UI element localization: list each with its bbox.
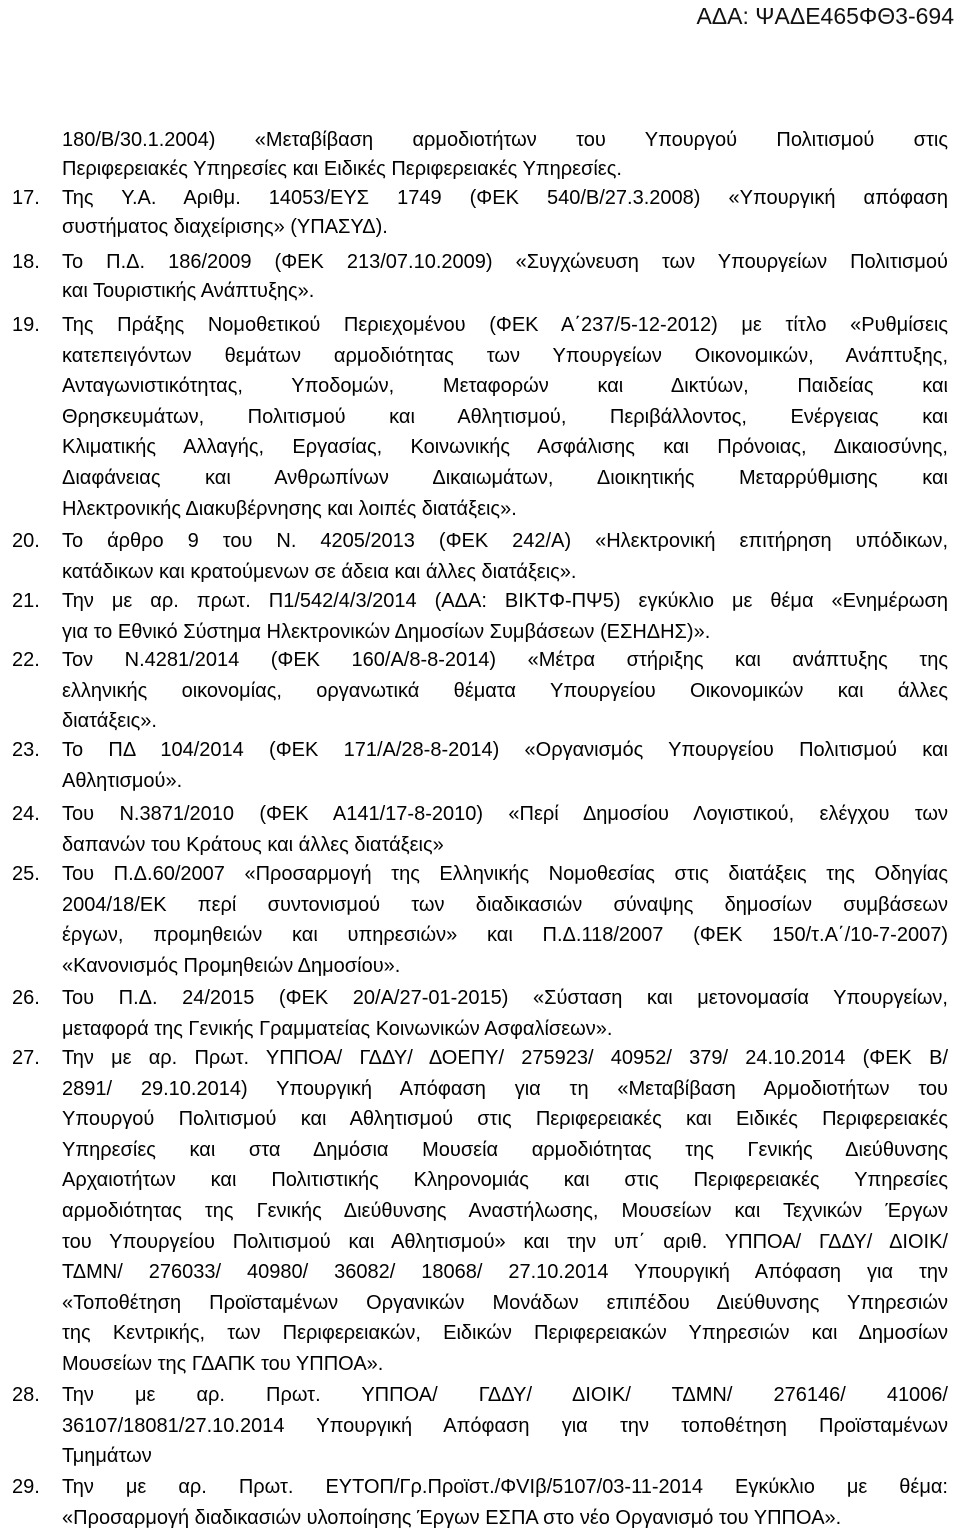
list-item [0,735,960,796]
item-line: Το άρθρο 9 του Ν. 4205/2013 (ΦΕΚ 242/Α) «Ηλεκτρονική επιτήρηση υπόδικων, [62,530,948,552]
item-line: Κλιματικής Αλλαγής, Εργασίας, Κοινωνικής Ασφάλισης και Πρόνοιας, Δικαιοσύνης, [62,436,948,459]
item-text [62,310,948,524]
list-item [0,126,960,184]
item-line: Της Υ.Α. Αριθμ. 14053/ΕΥΣ 1749 (ΦΕΚ 540/Β/27.3.2008) «Υπουργική απόφαση [62,187,948,209]
item-line: για το Εθνικό Σύστημα Ηλεκτρονικών Δημοσίων Συμβάσεων (ΕΣΗΔΗΣ)». [62,620,711,643]
item-text [62,248,948,306]
list-item [0,248,960,306]
list-item [0,586,960,647]
item-line: ελληνικής οικονομίας, οργανωτικά θέματα Υπουργείου Οικονομικών και άλλες [62,679,948,702]
item-line: Τμημάτων [62,1445,152,1468]
item-line: Του Π.Δ.60/2007 «Προσαρμογή της Ελληνικής Νομοθεσίας στις διατάξεις της Οδηγίας [62,863,948,885]
item-text [62,1472,948,1533]
item-line: Του Ν.3871/2010 (ΦΕΚ Α141/17-8-2010) «Περί Δημοσίου Λογιστικού, ελέγχου των [62,803,948,825]
item-line: Του Π.Δ. 24/2015 (ΦΕΚ 20/Α/27-01-2015) «Σύσταση και μετονομασία Υπουργείων, [62,987,948,1009]
item-line: 36107/18081/27.10.2014 Υπουργική Απόφαση για την τοποθέτηση Προϊσταμένων [62,1414,948,1437]
item-text [62,983,948,1044]
item-line: 180/Β/30.1.2004) «Μεταβίβαση αρμοδιοτήτων του Υπουργού Πολιτισμού στις [62,129,948,151]
item-line: έργων, προμηθειών και υπηρεσιών» και Π.Δ.118/2007 (ΦΕΚ 150/τ.Α΄/10-7-2007) [62,924,948,947]
item-line: Την με αρ. πρωτ. Π1/542/4/3/2014 (ΑΔΑ: ΒΙΚΤΦ-ΠΨ5) εγκύκλιο με θέμα «Ενημέρωση [62,590,948,612]
list-item [0,983,960,1044]
item-line: Την με αρ. Πρωτ. ΕΥΤΟΠ/Γρ.Προϊστ./ΦVΙβ/5107/03-11-2014 Εγκύκλιο με θέμα: [62,1476,948,1498]
item-line: Τον Ν.4281/2014 (ΦΕΚ 160/Α/8-8-2014) «Μέτρα στήριξης και ανάπτυξης της [62,649,948,671]
item-line: Αθλητισμού». [62,769,183,792]
item-line: Μουσείων της ΓΔΑΠΚ του ΥΠΠΟΑ». [62,1352,384,1375]
item-line: συστήματος διαχείρισης» (ΥΠΑΣΥΔ). [62,216,388,238]
item-text [62,586,948,647]
item-number: 22. [12,649,40,671]
item-line: κατάδικων και κρατούμενων σε άδεια και άλλες διατάξεις». [62,560,577,583]
item-line: Περιφερειακές Υπηρεσίες και Ειδικές Περιφερειακές Υπηρεσίες. [62,158,622,180]
item-text [62,1043,948,1380]
item-line: Θρησκευμάτων, Πολιτισμού και Αθλητισμού, Περιβάλλοντος, Ενέργειας και [62,405,948,428]
item-number: 23. [12,739,40,761]
item-line: Την με αρ. Πρωτ. ΥΠΠΟΑ/ ΓΔΔΥ/ ΔΟΕΠΥ/ 275923/ 40952/ 379/ 24.10.2014 (ΦΕΚ Β/ [62,1047,948,1069]
item-text [62,799,948,860]
item-line: Ηλεκτρονικής Διακυβέρνησης και λοιπές διατάξεις». [62,497,517,520]
item-number: 28. [12,1384,40,1406]
item-number: 29. [12,1476,40,1498]
item-line: Υπουργού Πολιτισμού και Αθλητισμού στις Περιφερειακές και Ειδικές Περιφερειακές [62,1108,948,1131]
item-number: 21. [12,590,40,612]
item-line: Το Π.Δ. 186/2009 (ΦΕΚ 213/07.10.2009) «Συγχώνευση των Υπουργείων Πολιτισμού [62,251,948,273]
list-item [0,1380,960,1472]
item-text [62,645,948,737]
item-line: Ανταγωνιστικότητας, Υποδομών, Μεταφορών και Δικτύων, Παιδείας και [62,375,948,398]
list-item [0,526,960,587]
item-number: 25. [12,863,40,885]
item-line: Αρχαιοτήτων και Πολιτιστικής Κληρονομιάς και στις Περιφερειακές Υπηρεσίες [62,1169,948,1192]
list-item [0,1472,960,1533]
item-line: κατεπειγόντων θεμάτων αρμοδιότητας των Υπουργείων Οικονομικών, Ανάπτυξης, [62,344,948,367]
item-text [62,184,948,242]
item-line: 2891/ 29.10.2014) Υπουργική Απόφαση για τη «Μεταβίβαση Αρμοδιοτήτων του [62,1077,948,1100]
item-line: δαπανών του Κράτους και άλλες διατάξεις» [62,833,444,856]
list-item [0,645,960,737]
item-number: 20. [12,530,40,552]
ada-code: ΑΔΑ: ΨΑΔΕ465ΦΘ3-694 [696,3,954,29]
item-number: 24. [12,803,40,825]
item-number: 18. [12,251,40,273]
item-line: διατάξεις». [62,710,157,733]
item-line: και Τουριστικής Ανάπτυξης». [62,280,315,302]
item-text [62,526,948,587]
item-line: Διαφάνειας και Ανθρωπίνων Δικαιωμάτων, Διοικητικής Μεταρρύθμισης και [62,466,948,489]
item-line: Της Πράξης Νομοθετικού Περιεχομένου (ΦΕΚ Α΄237/5-12-2012) με τίτλο «Ρυθμίσεις [62,314,948,336]
item-line: ΤΔΜΝ/ 276033/ 40980/ 36082/ 18068/ 27.10.2014 Υπουργική Απόφαση για την [62,1261,948,1284]
list-item [0,859,960,981]
item-line: αρμοδιότητας της Γενικής Διεύθυνσης Αναστήλωσης, Μουσείων και Τεχνικών Έργων [62,1199,948,1222]
item-line: Την με αρ. Πρωτ. ΥΠΠΟΑ/ ΓΔΔΥ/ ΔΙΟΙΚ/ ΤΔΜΝ/ 276146/ 41006/ [62,1384,948,1406]
item-number: 17. [12,187,40,209]
item-number: 26. [12,987,40,1009]
list-item [0,799,960,860]
item-line: 2004/18/ΕΚ περί συντονισμού των διαδικασιών σύναψης δημοσίων συμβάσεων [62,893,948,916]
item-text [62,859,948,981]
item-line: «Προσαρμογή διαδικασιών υλοποίησης Έργων ΕΣΠΑ στο νέο Οργανισμό του ΥΠΠΟΑ». [62,1506,842,1529]
item-line: «Κανονισμός Προμηθειών Δημοσίου». [62,954,401,977]
item-number [0,126,62,155]
list-item [0,184,960,242]
item-number: 19. [12,314,40,336]
list-item [0,310,960,524]
item-line: του Υπουργείου Πολιτισμού και Αθλητισμού» και την υπ΄ αριθ. ΥΠΠΟΑ/ ΓΔΔΥ/ ΔΙΟΙΚ/ [62,1230,948,1253]
item-number: 27. [12,1047,40,1069]
item-line: «Τοποθέτηση Προϊσταμένων Οργανικών Μονάδων επιπέδου Διεύθυνσης Υπηρεσιών [62,1291,948,1314]
item-text [62,1380,948,1472]
item-line: Υπηρεσίες και στα Δημόσια Μουσεία αρμοδιότητας της Γενικής Διεύθυνσης [62,1138,948,1161]
list-item [0,1043,960,1380]
item-text [62,735,948,796]
item-text [62,126,948,184]
item-line: μεταφορά της Γενικής Γραμματείας Κοινωνικών Ασφαλίσεων». [62,1017,613,1040]
item-line: της Κεντρικής, των Περιφερειακών, Ειδικών Περιφερειακών Υπηρεσιών και Δημοσίων [62,1322,948,1345]
item-line: Το ΠΔ 104/2014 (ΦΕΚ 171/Α/28-8-2014) «Οργανισμός Υπουργείου Πολιτισμού και [62,739,948,761]
